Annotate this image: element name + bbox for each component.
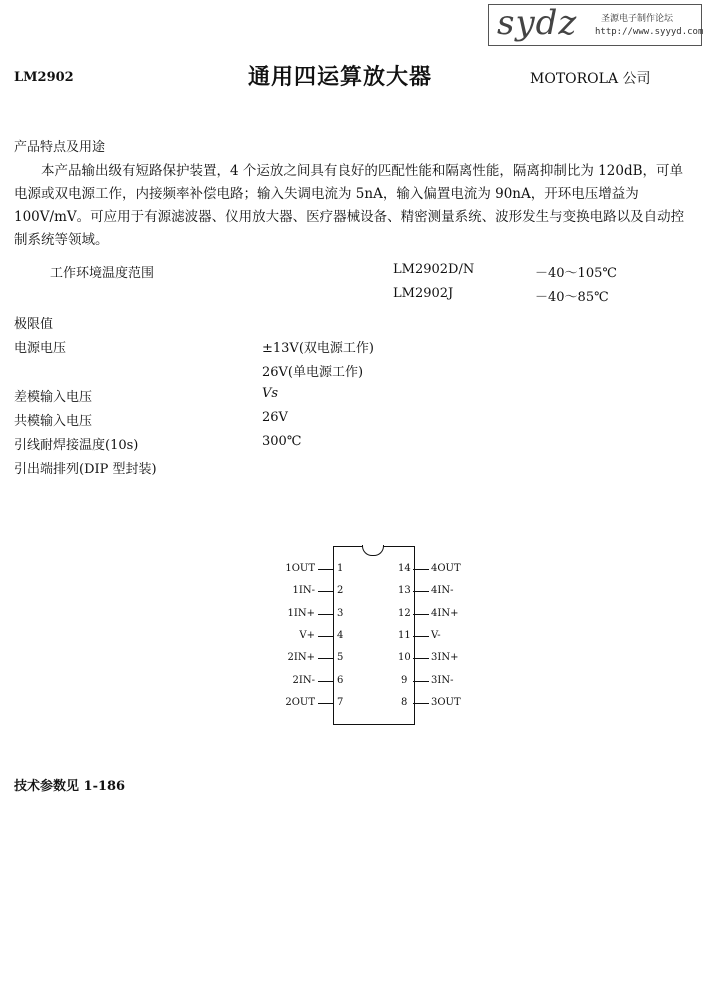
- pin-number: 11: [398, 630, 411, 641]
- pin-lead: [318, 569, 334, 570]
- pin-number: 6: [337, 675, 344, 686]
- pin-label: 2IN+: [287, 652, 315, 663]
- pin-number: 5: [337, 652, 344, 663]
- pin-label: 2IN-: [292, 675, 315, 686]
- watermark: [488, 4, 702, 46]
- part-number: LM2902: [14, 70, 74, 85]
- limit-value: 300℃: [262, 434, 302, 449]
- pin-lead: [413, 614, 429, 615]
- pin-label: V-: [431, 630, 441, 641]
- pin-number: 8: [401, 697, 408, 708]
- pin-label: 4OUT: [431, 563, 461, 574]
- pin-number: 10: [398, 652, 411, 663]
- pin-lead: [413, 636, 429, 637]
- pin-lead: [318, 703, 334, 704]
- pin-number: 2: [337, 585, 344, 596]
- features-heading: 产品特点及用途: [14, 140, 106, 155]
- limit-value: ±13V(双电源工作): [262, 341, 374, 356]
- watermark-site-name: 圣源电子制作论坛: [601, 14, 674, 24]
- pin-label: 1OUT: [285, 563, 315, 574]
- limit-label: 电源电压: [14, 341, 67, 356]
- limits-heading: 极限值: [14, 317, 54, 332]
- pin-lead: [318, 681, 334, 682]
- pin-lead: [318, 614, 334, 615]
- pin-number: 13: [398, 585, 411, 596]
- pin-number: 9: [401, 675, 408, 686]
- watermark-logo: sydz: [497, 3, 578, 43]
- limit-label: 差模输入电压: [14, 390, 93, 405]
- features-paragraph: 本产品输出级有短路保护装置，4 个运放之间具有良好的匹配性能和隔离性能，隔离抑制比为 120dB，可单电源或双电源工作，内接频率补偿电路；输入失调电流为 5nA，输入偏置电流为 90nA，开环电压增益为 100V/mV。可应用于有源滤波器、仪用放大器、医疗器械设备、精密测量系统、波形发生与变换电路以及自动控制系统等领域。: [14, 163, 685, 248]
- pin-label: 2OUT: [285, 697, 315, 708]
- pin-number: 4: [337, 630, 344, 641]
- temp-range-label: 工作环境温度范围: [50, 266, 155, 281]
- pin-lead: [413, 681, 429, 682]
- pin-number: 1: [337, 563, 344, 574]
- pin-label: 3IN-: [431, 675, 454, 686]
- pin-lead: [413, 703, 429, 704]
- limit-label: 引线耐焊接温度(10s): [14, 438, 139, 453]
- pin-label: 3IN+: [431, 652, 459, 663]
- pin-number: 14: [398, 563, 411, 574]
- pin-number: 12: [398, 608, 411, 619]
- temp-range: －40～85℃: [535, 290, 609, 305]
- page-title: 通用四运算放大器: [248, 64, 433, 90]
- pin-label: 1IN-: [292, 585, 315, 596]
- pin-lead: [413, 658, 429, 659]
- pin-label: 3OUT: [431, 697, 461, 708]
- tech-params-ref: 技术参数见 1-186: [14, 779, 126, 794]
- pin-number: 3: [337, 608, 344, 619]
- pin-label: 4IN+: [431, 608, 459, 619]
- pinout-heading: 引出端排列(DIP 型封装): [14, 462, 157, 477]
- pin-number: 7: [337, 697, 344, 708]
- pin-lead: [318, 636, 334, 637]
- pin-label: 1IN+: [287, 608, 315, 619]
- limit-value: 26V(单电源工作): [262, 365, 364, 380]
- pin-lead: [413, 591, 429, 592]
- temp-range: －40～105℃: [535, 266, 617, 281]
- pin-lead: [318, 658, 334, 659]
- temp-model: LM2902D/N: [393, 262, 475, 277]
- pin-lead: [318, 591, 334, 592]
- company-name: MOTOROLA 公司: [530, 71, 651, 87]
- pin-label: 4IN-: [431, 585, 454, 596]
- temp-model: LM2902J: [393, 286, 454, 301]
- limit-value: Vs: [262, 386, 279, 401]
- limit-value: 26V: [262, 410, 288, 425]
- limit-label: 共模输入电压: [14, 414, 93, 429]
- pin-lead: [413, 569, 429, 570]
- watermark-url: http://www.syyyd.com: [595, 27, 704, 37]
- pin-label: V+: [299, 630, 315, 641]
